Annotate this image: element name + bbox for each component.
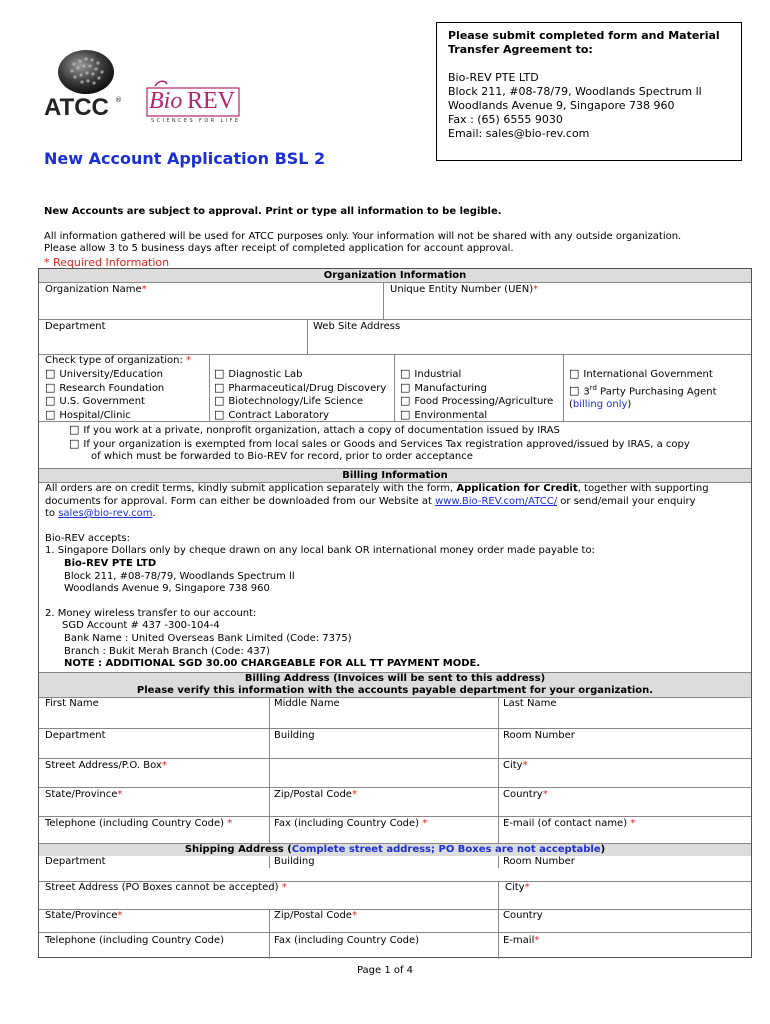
shipping-zip-field[interactable]: Zip/Postal Code* [274,910,357,921]
checkbox-gst-exempt-note[interactable]: □ If your organization is exempted from local sales or Goods and Services Tax registration approved/issued by IRAS, a copy [69,438,690,452]
billing-state-field[interactable]: State/Province* [45,789,123,800]
payment-method-transfer: 2. Money wireless transfer to our account: [45,607,257,619]
shipping-building-field[interactable]: Building [274,856,315,867]
bank-branch: Branch : Bukit Merah Branch (Code: 437) [64,645,270,657]
billing-only-note: (billing only) [569,398,632,410]
checkbox-international-government[interactable]: □ International Government [569,368,717,382]
application-form-table [38,268,752,958]
billing-country-field[interactable]: Country* [503,789,548,800]
shipping-email-field[interactable]: E-mail* [503,935,540,946]
intro-approval-note: New Accounts are subject to approval. Print or type all information to be legible. [44,206,502,217]
checkbox-food-processing[interactable]: □ Food Processing/Agriculture [400,395,553,409]
shipping-telephone-field[interactable]: Telephone (including Country Code) [45,935,224,946]
billing-last-name-field[interactable]: Last Name [503,698,557,709]
org-type-col1 [45,368,164,422]
org-type-col3 [400,368,553,422]
checkbox-hospital[interactable]: □ Hospital/Clinic [45,409,164,423]
biorev-bio: Bio [149,88,183,114]
org-department-field[interactable]: Department [45,321,106,332]
payment-methods-heading: Bio-REV accepts: [45,532,130,544]
checkbox-contract-lab[interactable]: □ Contract Laboratory [214,409,386,423]
biorev-rev: REV [187,88,235,114]
shipping-country-field[interactable]: Country [503,910,543,921]
shipping-room-field[interactable]: Room Number [503,856,575,867]
payment-method-cheque: 1. Singapore Dollars only by cheque drawn on any local bank OR international money order made payable to: [45,545,595,557]
org-type-col4 [569,368,717,411]
biorev-website-link[interactable]: www.Bio-REV.com/ATCC/ [435,495,558,507]
shipping-address-header: Shipping Address (Complete street address; PO Boxes are not acceptable) [39,844,751,856]
billing-building-field[interactable]: Building [274,730,315,741]
biorev-tagline: SCIENCES FOR LIFE [151,118,241,124]
checkbox-diagnostic-lab[interactable]: □ Diagnostic Lab [214,368,386,382]
billing-middle-name-field[interactable]: Middle Name [274,698,340,709]
billing-zip-field[interactable]: Zip/Postal Code* [274,789,357,800]
payee-address-line1: Block 211, #08-78/79, Woodlands Spectrum ll [64,570,295,582]
gst-exempt-note-cont: of which must be forwarded to Bio-REV for record, prior to order acceptance [91,451,473,463]
submit-company: Bio-REV PTE LTD [448,71,539,84]
bank-account-number: SGD Account # 437 -300-104-4 [62,620,220,632]
billing-department-field[interactable]: Department [45,730,106,741]
checkbox-university[interactable]: □ University/Education [45,368,164,382]
payee-name: Bio-REV PTE LTD [64,557,157,569]
billing-first-name-field[interactable]: First Name [45,698,99,709]
billing-telephone-field[interactable]: Telephone (including Country Code) * [45,818,233,829]
atcc-wordmark: ATCC [44,94,109,121]
checkbox-third-party-agent[interactable]: □ 3rd Party Purchasing Agent [569,382,717,399]
checkbox-manufacturing[interactable]: □ Manufacturing [400,382,553,396]
billing-info-header: Billing Information [39,469,751,482]
shipping-city-field[interactable]: City* [505,882,530,893]
billing-room-field[interactable]: Room Number [503,730,575,741]
checkbox-industrial[interactable]: □ Industrial [400,368,553,382]
org-notes [69,424,690,464]
checkbox-research-foundation[interactable]: □ Research Foundation [45,382,164,396]
submit-instructions-box [436,22,742,161]
billing-address-header [39,673,751,697]
shipping-department-field[interactable]: Department [45,856,106,867]
submit-fax: Fax : (65) 6555 9030 [448,113,563,126]
required-info-legend: * Required Information [44,256,170,269]
submit-address-line2: Woodlands Avenue 9, Singapore 738 960 [448,99,675,112]
org-info-header: Organization Information [39,269,751,282]
tt-charge-note: NOTE : ADDITIONAL SGD 30.00 CHARGEABLE FOR ALL TT PAYMENT MODE. [64,658,481,670]
website-field[interactable]: Web Site Address [313,321,401,332]
billing-email-field[interactable]: E-mail (of contact name) * [503,818,636,829]
biorev-logo [145,80,241,128]
page-title: New Account Application BSL 2 [44,149,326,168]
bank-name: Bank Name : United Overseas Bank Limited (Code: 7375) [64,632,352,644]
submit-heading-line2: Transfer Agreement to: [448,43,593,56]
checkbox-nonprofit-note[interactable]: □ If you work at a private, nonprofit organization, attach a copy of documentation issued by IRAS [69,424,690,438]
shipping-state-field[interactable]: State/Province* [45,910,123,921]
submit-heading-line1: Please submit completed form and Material [448,29,720,42]
submit-address-line1: Block 211, #08-78/79, Woodlands Spectrum ll [448,85,702,98]
org-type-col2 [214,368,386,422]
billing-city-field[interactable]: City* [503,760,528,771]
checkbox-us-government[interactable]: □ U.S. Government [45,395,164,409]
org-name-field[interactable]: Organization Name* [45,284,147,295]
billing-address-subtitle: Please verify this information with the accounts payable department for your organization. [136,685,654,696]
checkbox-environmental[interactable]: □ Environmental [400,409,553,423]
org-type-label: Check type of organization: * [45,355,192,366]
atcc-logo [44,48,126,122]
payee-address-line2: Woodlands Avenue 9, Singapore 738 960 [64,583,270,595]
submit-email: Email: sales@bio-rev.com [448,127,590,140]
intro-privacy-note: All information gathered will be used for ATCC purposes only. Your information will not be shared with any outside organization. [44,231,682,242]
page-number: Page 1 of 4 [356,965,414,976]
checkbox-biotechnology[interactable]: □ Biotechnology/Life Science [214,395,386,409]
billing-fax-field[interactable]: Fax (including Country Code) * [274,818,428,829]
billing-street-field[interactable]: Street Address/P.O. Box* [45,760,167,771]
shipping-fax-field[interactable]: Fax (including Country Code) [274,935,420,946]
sales-email-link[interactable]: sales@bio-rev.com [58,508,153,520]
billing-address-title: Billing Address (Invoices will be sent to this address) [244,673,546,684]
checkbox-pharmaceutical[interactable]: □ Pharmaceutical/Drug Discovery [214,382,386,396]
billing-info-text: All orders are on credit terms, kindly submit application separately with the form, Application for Credit, together with supporting documents for approval. Form can either be downloaded from our Website at www.Bio-REV.com/ATCC/ or send/email your enquiry to sales@bio-rev.com. Bio-REV accepts: 1. Singapore Dollars only by cheque drawn on any local bank OR international money order made payable to: Bio-REV PTE LTD Block 211, #08-78/79, Woodlands Spectrum ll Woodlands Avenue 9, Singapore 738 960 2. Money wireless transfer to our account: SGD Account # 437 -300-104-4 Bank Name : United Overseas Bank Limited (Code: 7375) Branch : Bukit Merah Branch (Code: 437) NOTE : ADDITIONAL SGD 30.00 CHARGEABLE FOR ALL TT PAYMENT MODE. [45,483,745,671]
registered-mark: ® [115,96,122,104]
uen-field[interactable]: Unique Entity Number (UEN)* [390,284,539,295]
shipping-street-field[interactable]: Street Address (PO Boxes cannot be accepted) * [45,882,287,893]
intro-processing-note: Please allow 3 to 5 business days after receipt of completed application for account approval. [44,243,514,254]
